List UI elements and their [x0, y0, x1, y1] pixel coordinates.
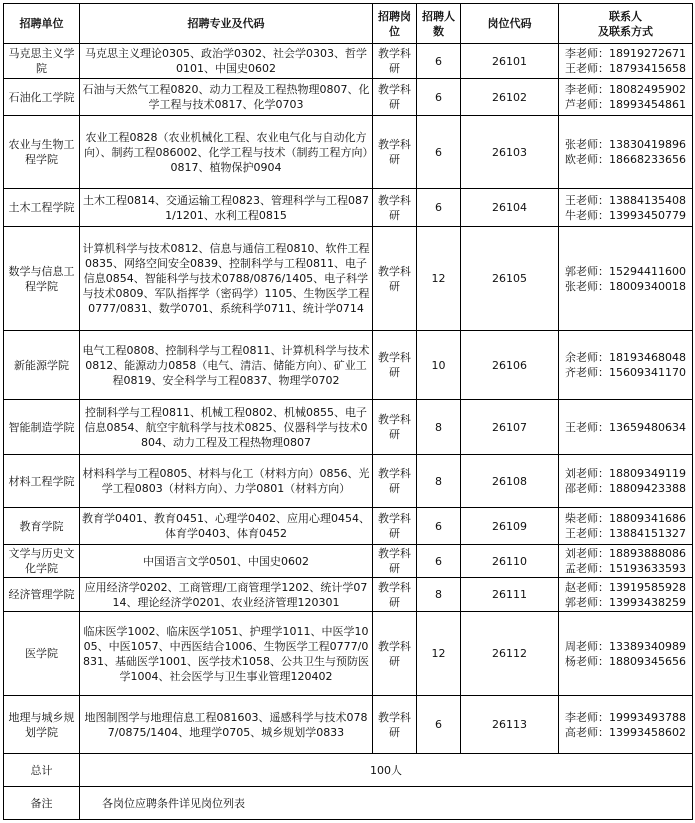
table-row [4, 331, 693, 400]
contact-line-2: 郭老师：13993438259 [565, 595, 686, 609]
table-row [4, 400, 693, 455]
row-code: 26106 [461, 331, 559, 400]
row-unit: 石油化工学院 [4, 79, 80, 116]
row-count: 8 [417, 578, 461, 612]
table-row [4, 44, 693, 79]
row-unit: 文学与历史文化学院 [4, 545, 80, 578]
total-row [4, 754, 693, 787]
row-count: 6 [417, 545, 461, 578]
row-contact [559, 116, 693, 189]
contact-line-1: 王老师：13884135408 [565, 193, 686, 207]
table-row [4, 189, 693, 227]
row-unit: 数学与信息工程学院 [4, 227, 80, 331]
contact-line-1: 刘老师：18809349119 [565, 467, 686, 480]
note-value: 各岗位应聘条件详见岗位列表 [80, 787, 693, 820]
contact-line-1: 李老师：18919272671 [565, 47, 686, 60]
recruitment-table [3, 3, 693, 820]
row-count: 12 [417, 612, 461, 696]
row-position: 教学科研 [373, 400, 417, 455]
table-row [4, 508, 693, 545]
row-contact [559, 508, 693, 545]
row-count: 6 [417, 508, 461, 545]
row-position: 教学科研 [373, 508, 417, 545]
header-count: 招聘人数 [417, 4, 461, 44]
table-row [4, 116, 693, 189]
row-major: 地图制图学与地理信息工程081603、遥感科学与技术0787/0875/1404、地理学0705、城乡规划学0833 [80, 696, 373, 754]
header-position: 招聘岗位 [373, 4, 417, 44]
row-position: 教学科研 [373, 79, 417, 116]
row-contact [559, 189, 693, 227]
contact-line-1: 李老师：18082495902 [565, 83, 686, 96]
header-contact [559, 4, 693, 44]
row-contact [559, 79, 693, 116]
row-unit: 智能制造学院 [4, 400, 80, 455]
table-row [4, 545, 693, 578]
note-label: 备注 [4, 787, 80, 820]
row-contact [559, 612, 693, 696]
row-position: 教学科研 [373, 455, 417, 508]
table-row [4, 612, 693, 696]
header-major: 招聘专业及代码 [80, 4, 373, 44]
row-unit: 农业与生物工程学院 [4, 116, 80, 189]
header-contact-line2: 及联系方式 [598, 24, 653, 38]
row-major: 控制科学与工程0811、机械工程0802、机械0855、电子信息0854、航空宇航科学与技术0825、仪器科学与技术0804、动力工程及工程热物理0807 [80, 400, 373, 455]
table-row [4, 227, 693, 331]
row-unit: 医学院 [4, 612, 80, 696]
row-position: 教学科研 [373, 227, 417, 331]
row-count: 12 [417, 227, 461, 331]
row-contact [559, 227, 693, 331]
row-code: 26105 [461, 227, 559, 331]
contact-line-2: 张老师：18009340018 [565, 279, 686, 293]
row-code: 26113 [461, 696, 559, 754]
row-count: 8 [417, 400, 461, 455]
row-position: 教学科研 [373, 696, 417, 754]
row-major: 土木工程0814、交通运输工程0823、管理科学与工程0871/1201、水利工程0815 [80, 189, 373, 227]
row-count: 6 [417, 696, 461, 754]
row-count: 10 [417, 331, 461, 400]
row-unit: 经济管理学院 [4, 578, 80, 612]
row-major: 材料科学与工程0805、材料与化工（材料方向）0856、光学工程0803（材料方向）、力学0801（材料方向） [80, 455, 373, 508]
contact-line-2: 齐老师：15609341170 [565, 366, 686, 379]
contact-line-1: 刘老师：18893888086 [565, 547, 686, 560]
row-code: 26112 [461, 612, 559, 696]
contact-line-2: 王老师：13884151327 [565, 527, 686, 540]
table-row [4, 79, 693, 116]
header-code: 岗位代码 [461, 4, 559, 44]
row-code: 26110 [461, 545, 559, 578]
row-contact [559, 696, 693, 754]
contact-line-2: 杨老师：18809345656 [565, 654, 686, 668]
row-position: 教学科研 [373, 44, 417, 79]
row-major: 马克思主义理论0305、政治学0302、社会学0303、哲学0101、中国史0602 [80, 44, 373, 79]
row-major: 教育学0401、教育0451、心理学0402、应用心理0454、体育学0403、体育0452 [80, 508, 373, 545]
contact-line-1: 柴老师：18809341686 [565, 512, 686, 525]
header-row [4, 4, 693, 44]
row-contact [559, 545, 693, 578]
row-major: 计算机科学与技术0812、信息与通信工程0810、软件工程0835、网络空间安全0839、控制科学与工程0811、电子信息0854、智能科学与技术0788/0876/1405、电子科学与技术0809、军队指挥学（密码学）1105、生物医学工程0777/0831、数学0701、系统科学0711、统计学0714 [80, 227, 373, 331]
row-position: 教学科研 [373, 545, 417, 578]
row-code: 26108 [461, 455, 559, 508]
row-contact [559, 44, 693, 79]
contact-line-1: 王老师：13659480634 [565, 420, 686, 434]
row-count: 6 [417, 79, 461, 116]
row-contact [559, 455, 693, 508]
row-code: 26111 [461, 578, 559, 612]
table-row [4, 578, 693, 612]
header-contact-line1: 联系人 [609, 9, 642, 23]
contact-line-2: 高老师：13993458602 [565, 725, 686, 739]
row-unit: 材料工程学院 [4, 455, 80, 508]
contact-line-2: 邵老师：18809423388 [565, 482, 686, 495]
contact-line-1: 郭老师：15294411600 [565, 264, 686, 278]
row-major: 中国语言文学0501、中国史0602 [80, 545, 373, 578]
table-row [4, 696, 693, 754]
row-count: 8 [417, 455, 461, 508]
row-unit: 教育学院 [4, 508, 80, 545]
contact-line-1: 赵老师：13919585928 [565, 580, 686, 594]
table-row [4, 455, 693, 508]
row-position: 教学科研 [373, 189, 417, 227]
row-contact [559, 331, 693, 400]
row-major: 石油与天然气工程0820、动力工程及工程热物理0807、化学工程与技术0817、化学0703 [80, 79, 373, 116]
row-major: 应用经济学0202、工商管理/工商管理学1202、统计学0714、理论经济学0201、农业经济管理120301 [80, 578, 373, 612]
total-label: 总计 [4, 754, 80, 787]
row-code: 26109 [461, 508, 559, 545]
row-position: 教学科研 [373, 331, 417, 400]
contact-line-1: 李老师：19993493788 [565, 710, 686, 724]
row-code: 26107 [461, 400, 559, 455]
total-value: 100人 [80, 754, 693, 787]
contact-line-1: 周老师：13389340989 [565, 639, 686, 653]
row-code: 26103 [461, 116, 559, 189]
row-position: 教学科研 [373, 612, 417, 696]
row-unit: 新能源学院 [4, 331, 80, 400]
row-major: 临床医学1002、临床医学1051、护理学1011、中医学1005、中医1057、中西医结合1006、生物医学工程0777/0831、基础医学1001、医学技术1058、公共卫生与预防医学1004、社会医学与卫生事业管理120402 [80, 612, 373, 696]
contact-line-2: 欧老师：18668233656 [565, 153, 686, 166]
contact-line-2: 王老师：18793415658 [565, 62, 686, 75]
row-unit: 土木工程学院 [4, 189, 80, 227]
note-row [4, 787, 693, 820]
contact-line-2: 芦老师：18993454861 [565, 98, 686, 111]
header-unit: 招聘单位 [4, 4, 80, 44]
contact-line-1: 张老师：13830419896 [565, 138, 686, 151]
row-count: 6 [417, 189, 461, 227]
row-contact [559, 400, 693, 455]
row-position: 教学科研 [373, 116, 417, 189]
contact-line-2: 牛老师：13993450779 [565, 208, 686, 222]
row-unit: 地理与城乡规划学院 [4, 696, 80, 754]
contact-line-2: 孟老师：15193633593 [565, 562, 686, 575]
row-unit: 马克思主义学院 [4, 44, 80, 79]
row-count: 6 [417, 44, 461, 79]
row-code: 26101 [461, 44, 559, 79]
row-code: 26104 [461, 189, 559, 227]
row-position: 教学科研 [373, 578, 417, 612]
row-contact [559, 578, 693, 612]
row-count: 6 [417, 116, 461, 189]
row-code: 26102 [461, 79, 559, 116]
row-major: 电气工程0808、控制科学与工程0811、计算机科学与技术0812、能源动力0858（电气、清洁、储能方向）、矿业工程0819、安全科学与工程0837、物理学0702 [80, 331, 373, 400]
contact-line-1: 余老师：18193468048 [565, 351, 686, 364]
row-major: 农业工程0828（农业机械化工程、农业电气化与自动化方向）、制药工程086002、化学工程与技术（制药工程方向）0817、植物保护0904 [80, 116, 373, 189]
